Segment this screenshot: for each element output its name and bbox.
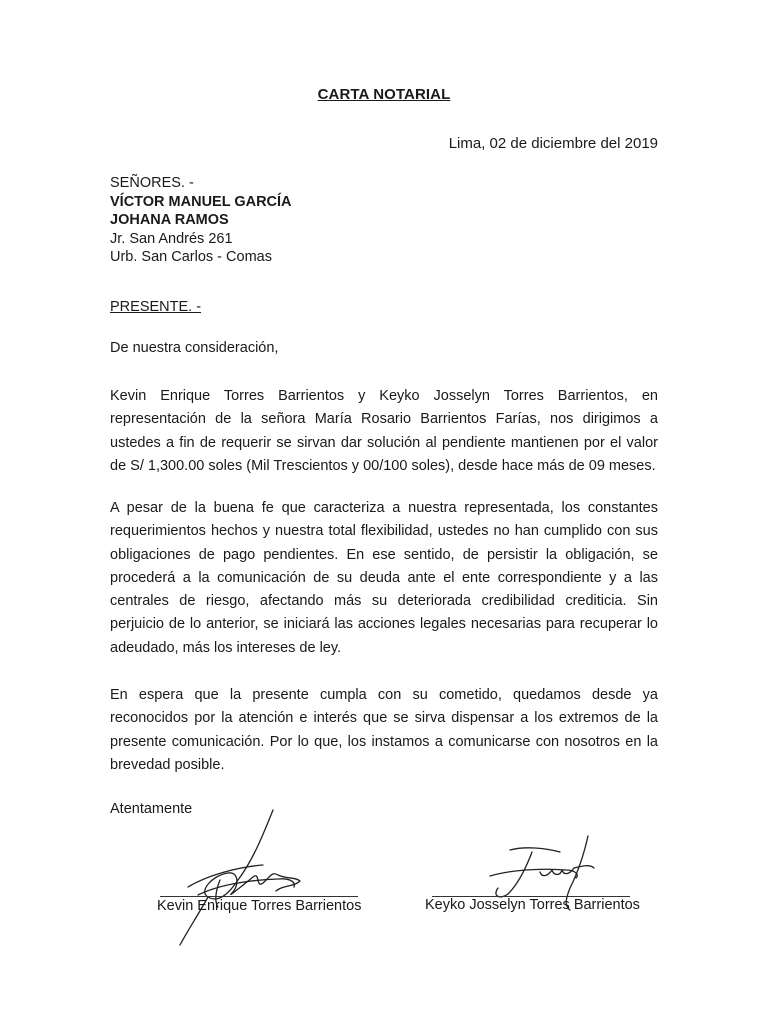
body-paragraph-2: A pesar de la buena fe que caracteriza a nuestra representada, los constantes requerimientos hechos y nuestra total flexibilidad, ustedes no han cumplido con sus obligaciones de pago pendientes. En ese sentido, de persistir la obligación, se procederá a la comunicación de su deuda ante el ente correspondiente y a las centrales de riesgo, afectando más su deteriorada credibilidad crediticia. Sin perjuicio de lo anterior, se iniciará las acciones legales necesarias para recuperar lo adeudado, más los intereses de ley. <box>110 500 658 656</box>
signature-line-left <box>160 896 358 897</box>
presente-label: PRESENTE. - <box>110 299 202 315</box>
addressee-salutation: SEÑORES. - <box>110 175 194 191</box>
addressee-name-2: JOHANA RAMOS <box>110 212 229 228</box>
signer-name-left: Kevin Enrique Torres Barrientos <box>157 898 362 914</box>
signature-left <box>168 805 318 955</box>
closing: Atentamente <box>110 801 193 817</box>
addressee-address-1: Jr. San Andrés 261 <box>110 230 233 247</box>
signer-name-right: Keyko Josselyn Torres Barrientos <box>425 897 640 913</box>
greeting: De nuestra consideración, <box>110 340 279 356</box>
letter-date: Lima, 02 de diciembre del 2019 <box>448 135 658 152</box>
addressee-address-2: Urb. San Carlos - Comas <box>110 249 272 265</box>
addressee-block <box>110 174 292 267</box>
body-paragraph-3: En espera que la presente cumpla con su cometido, quedamos desde ya reconocidos por la atención e interés que se sirva dispensar a los extremos de la presente comunicación. Por lo que, los instamos a comunicarse con nosotros en la brevedad posible. <box>110 687 658 773</box>
letter-title: CARTA NOTARIAL <box>317 86 451 103</box>
body-paragraph-1: Kevin Enrique Torres Barrientos y Keyko Josselyn Torres Barrientos, en representación de la señora María Rosario Barrientos Farías, nos dirigimos a ustedes a fin de requerir se sirvan dar solución al pendiente mantienen por el valor de S/ 1,300.00 soles (Mil Trescientos y 00/100 soles), desde hace más de 09 meses. <box>110 388 658 474</box>
addressee-name-1: VÍCTOR MANUEL GARCÍA <box>110 193 292 210</box>
